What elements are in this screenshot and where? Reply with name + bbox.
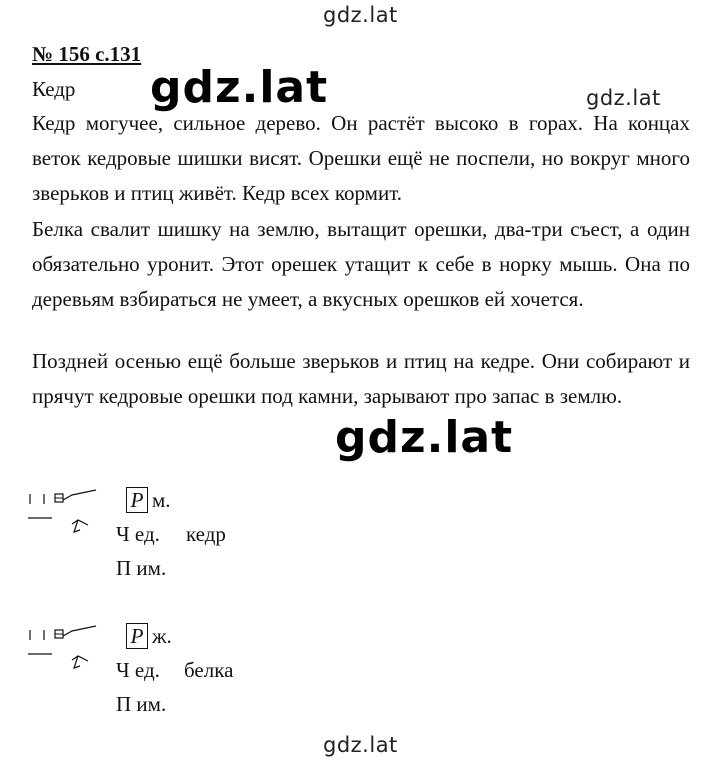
watermark-bottom: gdz.lat [323,733,398,757]
paragraph-2: Белка свалит шишку на землю, вытащит орешки, два-три съест, а один обязательно уронит. Этот орешек утащит к себе в норку мышь. Она по деревьям взбираться не умеет, а вкусных орешков ей хочется. [32,217,690,311]
analyzed-word: кедр [186,522,226,546]
watermark-large-middle: gdz.lat [335,412,514,463]
number-label: Ч ед. [116,522,160,546]
paragraph-3: Поздней осенью ещё больше зверьков и птиц на кедре. Они собирают и прячут кедровые орешки под камни, зарывают про запас в землю. [32,349,690,408]
case-label: П им. [116,692,167,716]
gender-label: м. [152,488,171,512]
paragraph-1: Кедр могучее, сильное дерево. Он растёт высоко в горах. На концах веток кедровые шишки висят. Орешки ещё не поспели, но вокруг много зверьков и птиц живёт. Кедр всех кормит. [32,111,690,205]
part-of-speech-box: Р [126,487,148,513]
exercise-heading: № 156 с.131 [32,42,142,66]
text-title: Кедр [32,77,76,101]
morpheme-scheme-icon [28,620,128,680]
case-label: П им. [116,556,167,580]
word-analysis-scheme-1 [28,484,288,594]
watermark-top: gdz.lat [323,3,398,27]
watermark-large-top: gdz.lat [150,62,329,113]
watermark-right: gdz.lat [586,86,661,110]
morpheme-scheme-icon [28,484,128,544]
gender-label: ж. [152,624,172,648]
part-of-speech-box: Р [126,623,148,649]
number-label: Ч ед. [116,658,160,682]
analyzed-word: белка [184,658,234,682]
word-analysis-scheme-2 [28,620,288,730]
